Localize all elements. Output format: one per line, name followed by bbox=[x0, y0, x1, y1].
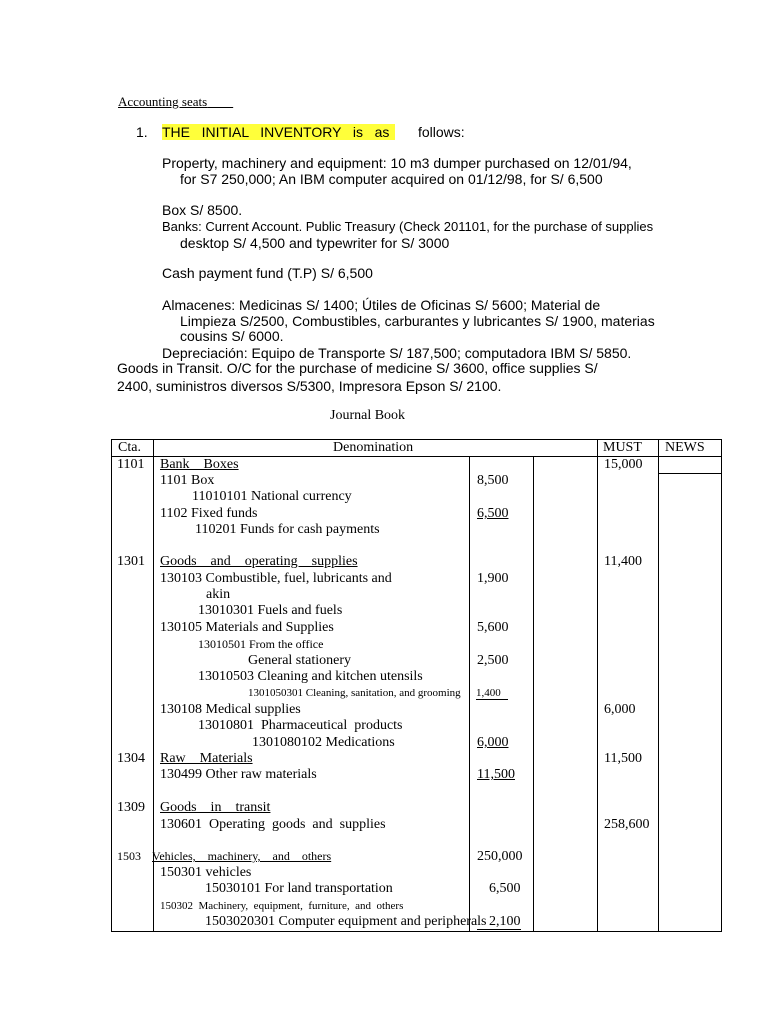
section-title-rest: follows: bbox=[418, 124, 465, 140]
journal-title: Journal Book bbox=[330, 408, 406, 423]
document-heading: Accounting seats bbox=[118, 94, 208, 109]
sub-account: 130499 Other raw materials bbox=[160, 767, 317, 782]
section-number: 1. bbox=[136, 124, 148, 140]
sub-account: 13010301 Fuels and fuels bbox=[198, 603, 343, 618]
account-name: Goods in transit bbox=[160, 800, 271, 815]
inventory-item-continuation: cousins S/ 6000. bbox=[180, 328, 284, 344]
inventory-item-continuation: for S7 250,000; An IBM computer acquired on 01/12/98, for S/ 6,500 bbox=[180, 171, 603, 187]
account-code: 1309 bbox=[117, 800, 145, 815]
partial-amount: 11,500 bbox=[477, 767, 515, 782]
inventory-item: Almacenes: Medicinas S/ 1400; Útiles de Oficinas S/ 5600; Material de bbox=[162, 297, 601, 313]
header-news: NEWS bbox=[665, 440, 705, 455]
sub-account: 130108 Medical supplies bbox=[160, 702, 301, 717]
must-amount: 11,500 bbox=[604, 751, 642, 766]
header-denomination: Denomination bbox=[333, 440, 414, 455]
must-amount: 258,600 bbox=[604, 817, 650, 832]
partial-amount: 250,000 bbox=[477, 849, 523, 864]
partial-amount: 2,500 bbox=[477, 653, 509, 668]
inventory-item: Banks: Current Account. Public Treasury (Check 201101, for the purchase of supplies bbox=[162, 219, 654, 234]
partial-amount: 6,000 bbox=[477, 735, 509, 750]
sub-account: 150301 vehicles bbox=[160, 865, 252, 880]
header-account: Cta. bbox=[118, 440, 141, 455]
paragraph-line: 2400, suministros diversos S/5300, Impresora Epson S/ 2100. bbox=[117, 378, 502, 394]
partial-amount: 1,900 bbox=[477, 571, 509, 586]
inventory-item: Box S/ 8500. bbox=[162, 202, 243, 218]
sub-account: 1301050301 Cleaning, sanitation, and grooming bbox=[248, 687, 461, 699]
account-code: 1503 bbox=[117, 849, 141, 863]
partial-amount: 8,500 bbox=[477, 473, 509, 488]
sub-account: 1102 Fixed funds bbox=[160, 506, 258, 521]
sub-account: 1101 Box bbox=[160, 473, 215, 488]
account-name: Goods and operating supplies bbox=[160, 554, 358, 569]
sub-account: akin bbox=[206, 587, 231, 602]
account-name: Bank Boxes bbox=[160, 457, 239, 472]
must-amount: 6,000 bbox=[604, 702, 636, 717]
partial-amount: 2,100 bbox=[489, 914, 521, 929]
header-must: MUST bbox=[603, 440, 642, 455]
sub-account: 110201 Funds for cash payments bbox=[195, 522, 380, 537]
sub-account: 11010101 National currency bbox=[192, 489, 352, 504]
sub-account: 13010801 Pharmaceutical products bbox=[198, 718, 403, 733]
sub-account: 15030101 For land transportation bbox=[205, 881, 393, 896]
partial-amount: 6,500 bbox=[489, 881, 521, 896]
sub-account: 130601 Operating goods and supplies bbox=[160, 817, 386, 832]
account-name: Raw Materials bbox=[160, 751, 253, 766]
account-code: 1304 bbox=[117, 751, 145, 766]
partial-amount: 6,500 bbox=[477, 506, 509, 521]
account-name: Vehicles, machinery, and others bbox=[152, 849, 332, 863]
sub-account: 13010503 Cleaning and kitchen utensils bbox=[198, 669, 423, 684]
inventory-item: Property, machinery and equipment: 10 m3 dumper purchased on 12/01/94, bbox=[162, 155, 632, 171]
must-amount: 15,000 bbox=[604, 457, 643, 472]
must-amount: 11,400 bbox=[604, 554, 642, 569]
account-code: 1301 bbox=[117, 554, 145, 569]
inventory-item-continuation: Limpieza S/2500, Combustibles, carburantes y lubricantes S/ 1900, materias bbox=[180, 313, 655, 329]
sub-account: 130105 Materials and Supplies bbox=[160, 620, 334, 635]
section-title-highlight: THE INITIAL INVENTORY is as bbox=[162, 124, 395, 140]
sub-account: General stationery bbox=[248, 653, 352, 668]
inventory-item: Cash payment fund (T.P) S/ 6,500 bbox=[162, 265, 373, 281]
sub-account: 150302 Machinery, equipment, furniture, and others bbox=[160, 900, 404, 912]
inventory-item: Depreciación: Equipo de Transporte S/ 187,500; computadora IBM S/ 5850. bbox=[162, 345, 632, 361]
paragraph-line: Goods in Transit. O/C for the purchase of medicine S/ 3600, office supplies S/ bbox=[117, 360, 598, 376]
sub-account: 130103 Combustible, fuel, lubricants and bbox=[160, 571, 392, 586]
inventory-item-continuation: desktop S/ 4,500 and typewriter for S/ 3000 bbox=[180, 235, 450, 251]
partial-amount: 5,600 bbox=[477, 620, 509, 635]
sub-account: 13010501 From the office bbox=[198, 637, 324, 651]
sub-account: 1301080102 Medications bbox=[252, 735, 395, 750]
sub-account: 1503020301 Computer equipment and peripherals bbox=[205, 914, 487, 929]
account-code: 1101 bbox=[117, 457, 145, 472]
partial-amount: 1,400 bbox=[476, 687, 501, 699]
